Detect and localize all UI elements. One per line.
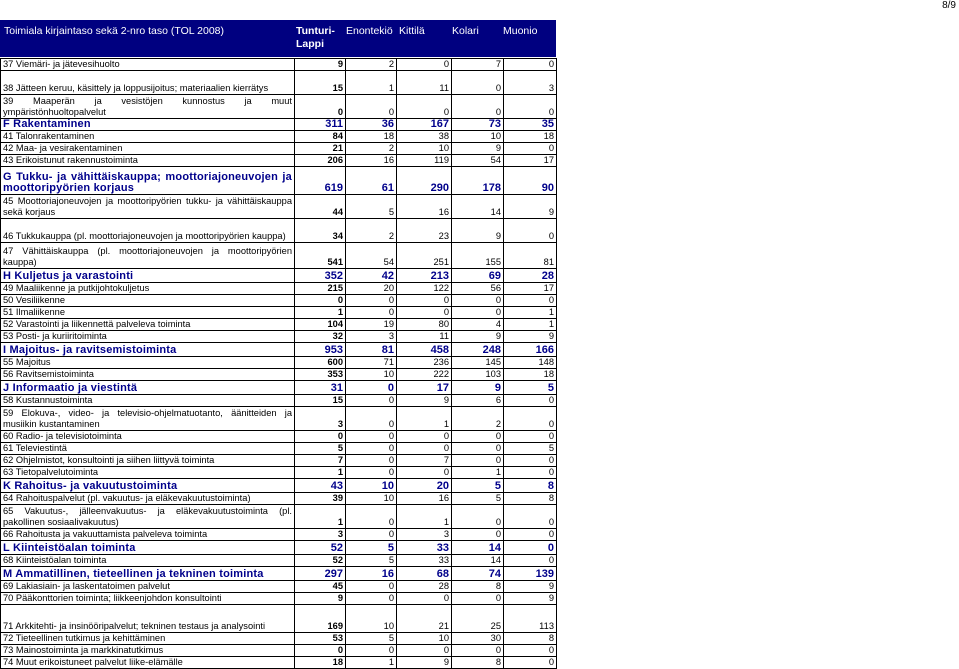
table-row xyxy=(1,555,557,567)
row-value: 71 xyxy=(346,357,397,369)
table-row xyxy=(1,143,557,155)
row-value: 56 xyxy=(452,283,504,295)
row-value: 119 xyxy=(397,155,452,167)
table-row xyxy=(1,295,557,307)
table-row xyxy=(1,467,557,479)
table-row xyxy=(1,605,557,633)
row-value: 14 xyxy=(452,195,504,219)
row-label: H Kuljetus ja varastointi xyxy=(1,269,295,283)
row-label: 71 Arkkitehti- ja insinööripalvelut; tekninen testaus ja analysointi xyxy=(1,605,295,633)
row-value: 2 xyxy=(346,219,397,243)
row-value: 23 xyxy=(397,219,452,243)
table-body xyxy=(1,59,557,669)
row-value: 0 xyxy=(346,593,397,605)
row-value: 0 xyxy=(346,295,397,307)
row-value: 206 xyxy=(295,155,346,167)
row-value: 104 xyxy=(295,319,346,331)
row-value: 600 xyxy=(295,357,346,369)
row-value: 5 xyxy=(452,479,504,493)
row-label: 51 Ilmaliikenne xyxy=(1,307,295,319)
row-value: 0 xyxy=(452,593,504,605)
row-value: 30 xyxy=(452,633,504,645)
row-value: 9 xyxy=(452,381,504,395)
row-value: 5 xyxy=(346,195,397,219)
row-value: 28 xyxy=(397,581,452,593)
table-row xyxy=(1,95,557,119)
row-value: 0 xyxy=(397,467,452,479)
row-value: 0 xyxy=(295,95,346,119)
row-label: 50 Vesiliikenne xyxy=(1,295,295,307)
table-row xyxy=(1,493,557,505)
row-value: 0 xyxy=(452,529,504,541)
table-row xyxy=(1,59,557,71)
row-value: 352 xyxy=(295,269,346,283)
table-row xyxy=(1,581,557,593)
row-value: 10 xyxy=(397,633,452,645)
row-value: 52 xyxy=(295,541,346,555)
header-col-kolari: Kolari xyxy=(452,25,479,37)
row-value: 81 xyxy=(504,243,557,269)
row-value: 0 xyxy=(504,505,557,529)
row-value: 16 xyxy=(346,155,397,167)
row-value: 103 xyxy=(452,369,504,381)
row-value: 14 xyxy=(452,555,504,567)
row-value: 145 xyxy=(452,357,504,369)
row-value: 5 xyxy=(346,633,397,645)
row-value: 155 xyxy=(452,243,504,269)
row-value: 213 xyxy=(397,269,452,283)
data-table xyxy=(0,58,557,669)
row-value: 0 xyxy=(346,95,397,119)
row-label: 65 Vakuutus-, jälleenvakuutus- ja eläkevakuutustoiminta (pl. pakollinen sosiaalivakuutus) xyxy=(1,505,295,529)
row-value: 0 xyxy=(397,443,452,455)
row-value: 0 xyxy=(397,307,452,319)
row-value: 9 xyxy=(504,593,557,605)
row-value: 17 xyxy=(397,381,452,395)
row-value: 28 xyxy=(504,269,557,283)
row-value: 17 xyxy=(504,283,557,295)
row-value: 0 xyxy=(295,645,346,657)
header-col-muonio: Muonio xyxy=(503,25,538,37)
row-value: 52 xyxy=(295,555,346,567)
row-value: 3 xyxy=(346,331,397,343)
row-value: 7 xyxy=(295,455,346,467)
row-value: 178 xyxy=(452,167,504,195)
row-value: 3 xyxy=(504,71,557,95)
table-row xyxy=(1,243,557,269)
row-value: 8 xyxy=(504,493,557,505)
row-label: 37 Viemäri- ja jätevesihuolto xyxy=(1,59,295,71)
row-value: 43 xyxy=(295,479,346,493)
row-value: 5 xyxy=(504,443,557,455)
row-value: 8 xyxy=(452,657,504,669)
row-label: 62 Ohjelmistot, konsultointi ja siihen liittyvä toiminta xyxy=(1,455,295,467)
row-label: 56 Ravitsemistoiminta xyxy=(1,369,295,381)
section-row xyxy=(1,541,557,555)
row-label: 66 Rahoitusta ja vakuuttamista palveleva toiminta xyxy=(1,529,295,541)
row-value: 248 xyxy=(452,343,504,357)
row-value: 0 xyxy=(504,541,557,555)
row-value: 10 xyxy=(346,605,397,633)
row-label: 47 Vähittäiskauppa (pl. moottoriajoneuvojen ja moottoripyörien kauppa) xyxy=(1,243,295,269)
row-value: 1 xyxy=(397,407,452,431)
page-number: 8/9 xyxy=(942,0,956,11)
row-value: 10 xyxy=(346,369,397,381)
row-label: 74 Muut erikoistuneet palvelut liike-elämälle xyxy=(1,657,295,669)
row-value: 0 xyxy=(452,307,504,319)
header-col-tunturi-lappi: Tunturi-Lappi xyxy=(296,25,335,50)
row-value: 69 xyxy=(452,269,504,283)
row-label: 43 Erikoistunut rakennustoiminta xyxy=(1,155,295,167)
row-label: 41 Talonrakentaminen xyxy=(1,131,295,143)
row-value: 32 xyxy=(295,331,346,343)
row-value: 0 xyxy=(346,467,397,479)
table-row xyxy=(1,357,557,369)
row-label: I Majoitus- ja ravitsemistoiminta xyxy=(1,343,295,357)
row-value: 9 xyxy=(504,581,557,593)
row-value: 1 xyxy=(346,71,397,95)
table-row xyxy=(1,395,557,407)
row-value: 166 xyxy=(504,343,557,357)
section-row xyxy=(1,269,557,283)
row-label: K Rahoitus- ja vakuutustoiminta xyxy=(1,479,295,493)
row-label: 60 Radio- ja televisiotoiminta xyxy=(1,431,295,443)
row-value: 10 xyxy=(452,131,504,143)
row-label: G Tukku- ja vähittäiskauppa; moottoriajoneuvojen ja moottoripyörien korjaus xyxy=(1,167,295,195)
row-value: 139 xyxy=(504,567,557,581)
row-value: 222 xyxy=(397,369,452,381)
row-value: 0 xyxy=(504,95,557,119)
row-value: 10 xyxy=(346,479,397,493)
table-row xyxy=(1,593,557,605)
row-value: 5 xyxy=(295,443,346,455)
row-value: 0 xyxy=(346,431,397,443)
table-header xyxy=(0,20,556,57)
row-label: 45 Moottoriajoneuvojen ja moottoripyörien tukku- ja vähittäiskauppa sekä korjaus xyxy=(1,195,295,219)
table-row xyxy=(1,633,557,645)
row-value: 0 xyxy=(504,395,557,407)
row-label: 68 Kiinteistöalan toiminta xyxy=(1,555,295,567)
row-value: 10 xyxy=(397,143,452,155)
row-value: 8 xyxy=(452,581,504,593)
row-value: 0 xyxy=(397,95,452,119)
row-value: 0 xyxy=(452,95,504,119)
row-label: 69 Lakiasiain- ja laskentatoimen palvelut xyxy=(1,581,295,593)
header-col-kittila: Kittilä xyxy=(399,25,425,37)
table-row xyxy=(1,455,557,467)
row-value: 39 xyxy=(295,493,346,505)
row-value: 0 xyxy=(346,307,397,319)
row-value: 31 xyxy=(295,381,346,395)
row-value: 9 xyxy=(397,657,452,669)
row-value: 20 xyxy=(397,479,452,493)
row-value: 0 xyxy=(504,529,557,541)
row-value: 9 xyxy=(452,219,504,243)
row-value: 45 xyxy=(295,581,346,593)
row-label: 49 Maaliikenne ja putkijohtokuljetus xyxy=(1,283,295,295)
row-value: 17 xyxy=(504,155,557,167)
row-value: 6 xyxy=(452,395,504,407)
row-value: 25 xyxy=(452,605,504,633)
row-value: 0 xyxy=(397,593,452,605)
row-value: 0 xyxy=(504,467,557,479)
row-value: 4 xyxy=(452,319,504,331)
table-row xyxy=(1,131,557,143)
row-value: 15 xyxy=(295,71,346,95)
row-value: 0 xyxy=(504,219,557,243)
row-value: 0 xyxy=(452,455,504,467)
row-value: 0 xyxy=(452,295,504,307)
row-value: 90 xyxy=(504,167,557,195)
row-value: 0 xyxy=(452,443,504,455)
row-value: 14 xyxy=(452,541,504,555)
row-value: 215 xyxy=(295,283,346,295)
row-value: 290 xyxy=(397,167,452,195)
row-value: 9 xyxy=(452,143,504,155)
row-value: 54 xyxy=(452,155,504,167)
table-row xyxy=(1,505,557,529)
row-value: 19 xyxy=(346,319,397,331)
row-label: 53 Posti- ja kuriiritoiminta xyxy=(1,331,295,343)
row-value: 11 xyxy=(397,331,452,343)
row-label: F Rakentaminen xyxy=(1,119,295,131)
row-value: 0 xyxy=(346,645,397,657)
header-title: Toimiala kirjaintaso sekä 2-nro taso (TOL 2008) xyxy=(4,25,225,37)
row-value: 1 xyxy=(452,467,504,479)
row-value: 38 xyxy=(397,131,452,143)
row-value: 44 xyxy=(295,195,346,219)
row-value: 0 xyxy=(504,143,557,155)
row-value: 3 xyxy=(295,407,346,431)
row-value: 34 xyxy=(295,219,346,243)
row-value: 5 xyxy=(346,541,397,555)
row-value: 0 xyxy=(397,59,452,71)
row-value: 8 xyxy=(504,633,557,645)
row-label: 52 Varastointi ja liikennettä palveleva toiminta xyxy=(1,319,295,331)
row-label: 55 Majoitus xyxy=(1,357,295,369)
row-value: 5 xyxy=(452,493,504,505)
row-value: 8 xyxy=(504,479,557,493)
row-value: 18 xyxy=(295,657,346,669)
row-value: 9 xyxy=(295,593,346,605)
row-value: 113 xyxy=(504,605,557,633)
section-row xyxy=(1,567,557,581)
row-value: 16 xyxy=(397,195,452,219)
table-row xyxy=(1,529,557,541)
row-label: J Informaatio ja viestintä xyxy=(1,381,295,395)
row-label: 46 Tukkukauppa (pl. moottoriajoneuvojen ja moottoripyörien kauppa) xyxy=(1,219,295,243)
row-value: 251 xyxy=(397,243,452,269)
row-value: 0 xyxy=(346,443,397,455)
row-value: 122 xyxy=(397,283,452,295)
row-value: 81 xyxy=(346,343,397,357)
row-value: 236 xyxy=(397,357,452,369)
row-value: 0 xyxy=(452,71,504,95)
table-row xyxy=(1,307,557,319)
row-value: 0 xyxy=(346,455,397,467)
row-value: 10 xyxy=(346,493,397,505)
row-value: 0 xyxy=(504,59,557,71)
row-value: 1 xyxy=(295,467,346,479)
table-row xyxy=(1,657,557,669)
row-label: 64 Rahoituspalvelut (pl. vakuutus- ja eläkevakuutustoiminta) xyxy=(1,493,295,505)
row-value: 1 xyxy=(504,307,557,319)
row-value: 2 xyxy=(346,59,397,71)
row-value: 0 xyxy=(397,645,452,657)
row-value: 0 xyxy=(504,645,557,657)
row-value: 953 xyxy=(295,343,346,357)
row-value: 7 xyxy=(452,59,504,71)
row-value: 18 xyxy=(504,131,557,143)
row-value: 167 xyxy=(397,119,452,131)
row-value: 0 xyxy=(346,407,397,431)
row-value: 53 xyxy=(295,633,346,645)
row-value: 18 xyxy=(504,369,557,381)
row-value: 80 xyxy=(397,319,452,331)
row-value: 36 xyxy=(346,119,397,131)
row-value: 18 xyxy=(346,131,397,143)
row-label: 38 Jätteen keruu, käsittely ja loppusijoitus; materiaalien kierrätys xyxy=(1,71,295,95)
row-label: 72 Tieteellinen tutkimus ja kehittäminen xyxy=(1,633,295,645)
row-label: 70 Pääkonttorien toiminta; liikkeenjohdon konsultointi xyxy=(1,593,295,605)
row-value: 33 xyxy=(397,541,452,555)
row-value: 0 xyxy=(346,529,397,541)
row-value: 21 xyxy=(295,143,346,155)
row-value: 73 xyxy=(452,119,504,131)
table-row xyxy=(1,443,557,455)
table-row xyxy=(1,319,557,331)
row-value: 0 xyxy=(504,407,557,431)
row-value: 1 xyxy=(295,505,346,529)
row-value: 9 xyxy=(504,331,557,343)
row-value: 0 xyxy=(452,431,504,443)
row-value: 1 xyxy=(397,505,452,529)
row-label: M Ammatillinen, tieteellinen ja tekninen toiminta xyxy=(1,567,295,581)
row-value: 9 xyxy=(452,331,504,343)
row-label: 63 Tietopalvelutoiminta xyxy=(1,467,295,479)
row-value: 1 xyxy=(346,657,397,669)
row-value: 20 xyxy=(346,283,397,295)
table-row xyxy=(1,407,557,431)
table-row xyxy=(1,195,557,219)
row-value: 0 xyxy=(397,295,452,307)
row-value: 0 xyxy=(346,381,397,395)
row-value: 11 xyxy=(397,71,452,95)
row-value: 0 xyxy=(346,505,397,529)
row-label: L Kiinteistöalan toiminta xyxy=(1,541,295,555)
row-value: 21 xyxy=(397,605,452,633)
row-label: 59 Elokuva-, video- ja televisio-ohjelmatuotanto, äänitteiden ja musiikin kustantaminen xyxy=(1,407,295,431)
row-value: 5 xyxy=(504,381,557,395)
row-value: 16 xyxy=(397,493,452,505)
row-label: 61 Televiestintä xyxy=(1,443,295,455)
row-value: 311 xyxy=(295,119,346,131)
table-row xyxy=(1,431,557,443)
table-row xyxy=(1,155,557,167)
row-value: 0 xyxy=(504,555,557,567)
section-row xyxy=(1,167,557,195)
table-row xyxy=(1,71,557,95)
row-value: 5 xyxy=(346,555,397,567)
row-value: 619 xyxy=(295,167,346,195)
row-value: 35 xyxy=(504,119,557,131)
row-value: 54 xyxy=(346,243,397,269)
row-value: 0 xyxy=(295,295,346,307)
row-value: 0 xyxy=(452,505,504,529)
table-row xyxy=(1,331,557,343)
row-value: 297 xyxy=(295,567,346,581)
header-col-enontekio: Enontekiö xyxy=(346,25,393,37)
row-value: 0 xyxy=(504,431,557,443)
row-value: 3 xyxy=(295,529,346,541)
row-value: 3 xyxy=(397,529,452,541)
section-row xyxy=(1,119,557,131)
row-value: 0 xyxy=(295,431,346,443)
row-value: 9 xyxy=(295,59,346,71)
row-value: 2 xyxy=(346,143,397,155)
row-value: 458 xyxy=(397,343,452,357)
row-value: 148 xyxy=(504,357,557,369)
table-row xyxy=(1,283,557,295)
row-value: 0 xyxy=(346,581,397,593)
section-row xyxy=(1,381,557,395)
row-value: 0 xyxy=(504,455,557,467)
row-label: 42 Maa- ja vesirakentaminen xyxy=(1,143,295,155)
row-value: 169 xyxy=(295,605,346,633)
section-row xyxy=(1,343,557,357)
section-row xyxy=(1,479,557,493)
row-value: 0 xyxy=(504,657,557,669)
table-row xyxy=(1,219,557,243)
row-value: 9 xyxy=(504,195,557,219)
row-value: 0 xyxy=(346,395,397,407)
row-value: 61 xyxy=(346,167,397,195)
row-value: 0 xyxy=(504,295,557,307)
row-value: 42 xyxy=(346,269,397,283)
row-value: 9 xyxy=(397,395,452,407)
row-value: 1 xyxy=(295,307,346,319)
row-value: 0 xyxy=(452,645,504,657)
row-label: 39 Maaperän ja vesistöjen kunnostus ja muut ympäristönhuoltopalvelut xyxy=(1,95,295,119)
row-value: 16 xyxy=(346,567,397,581)
row-value: 1 xyxy=(504,319,557,331)
row-value: 84 xyxy=(295,131,346,143)
row-value: 353 xyxy=(295,369,346,381)
row-label: 58 Kustannustoiminta xyxy=(1,395,295,407)
row-value: 15 xyxy=(295,395,346,407)
row-value: 2 xyxy=(452,407,504,431)
row-value: 0 xyxy=(397,431,452,443)
table-row xyxy=(1,369,557,381)
row-value: 541 xyxy=(295,243,346,269)
row-value: 74 xyxy=(452,567,504,581)
row-label: 73 Mainostoiminta ja markkinatutkimus xyxy=(1,645,295,657)
row-value: 7 xyxy=(397,455,452,467)
row-value: 68 xyxy=(397,567,452,581)
row-value: 33 xyxy=(397,555,452,567)
